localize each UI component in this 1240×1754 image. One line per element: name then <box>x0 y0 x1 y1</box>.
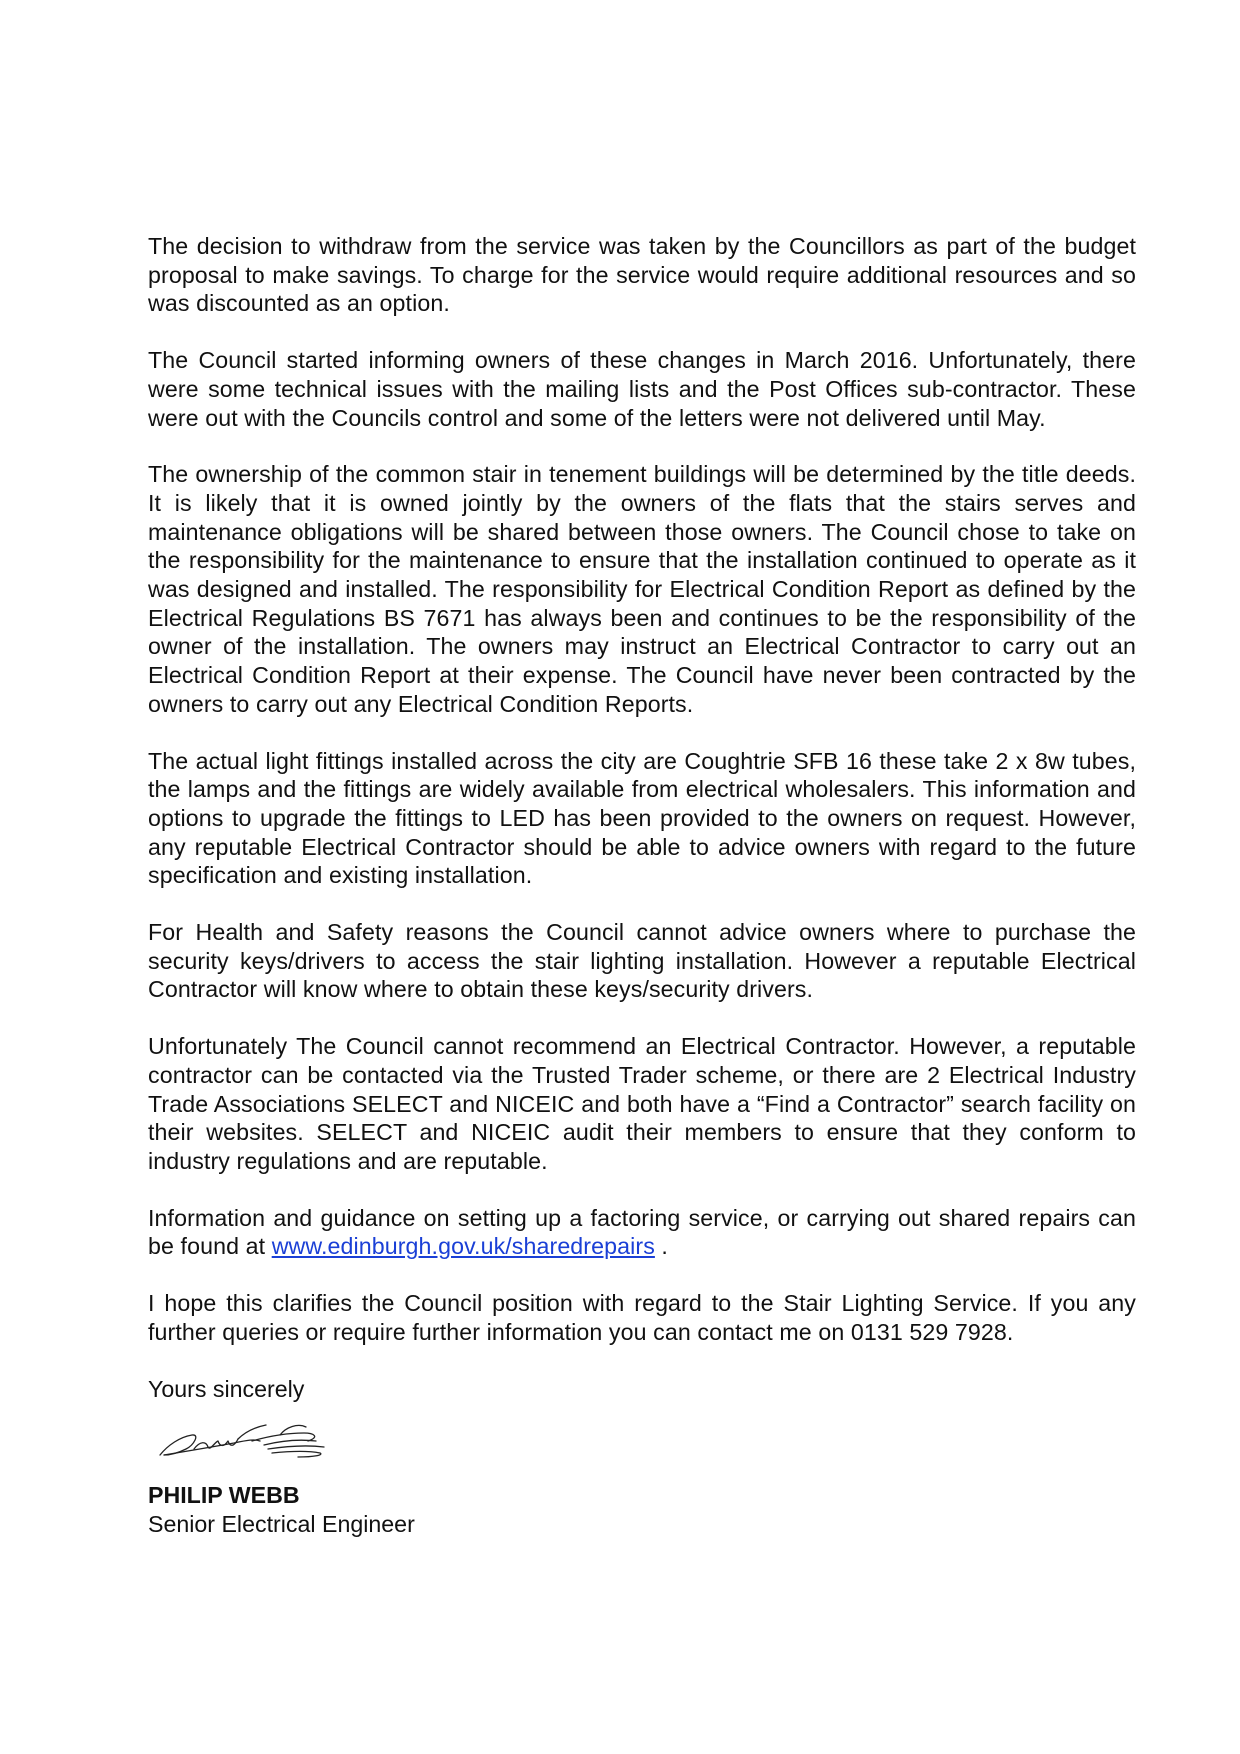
signatory-name: PHILIP WEBB <box>148 1482 300 1509</box>
guidance-text-end: . <box>654 1233 668 1260</box>
shared-repairs-link[interactable]: www.edinburgh.gov.uk/sharedrepairs <box>271 1233 655 1260</box>
paragraph-light-fittings: The actual light fittings installed across the city are Coughtrie SFB 16 these take 2 x 8w tubes, the lamps and the fittings are widely available from electrical wholesalers. This information and options to upgrade the fittings to LED has been provided to the owners on request. However, any reputable Electrical Contractor should be able to advice owners with regard to the future specification and existing installation. <box>148 747 1136 889</box>
closing-salutation: Yours sincerely <box>148 1375 305 1402</box>
paragraph-guidance <box>148 1204 1136 1261</box>
paragraph-contractor-recommendation: Unfortunately The Council cannot recommend an Electrical Contractor. However, a reputable contractor can be contacted via the Trusted Trader scheme, or there are 2 Electrical Industry Trade Associations SELECT and NICEIC and both have a “Find a Contractor” search facility on their websites. SELECT and NICEIC audit their members to ensure that they conform to industry regulations and are reputable. <box>148 1033 1136 1174</box>
paragraph-health-safety: For Health and Safety reasons the Council cannot advice owners where to purchase the security keys/drivers to access the stair lighting installation. However a reputable Electrical Contractor will know where to obtain these keys/security drivers. <box>148 919 1136 1003</box>
paragraph-withdrawal-decision: The decision to withdraw from the service was taken by the Councillors as part of the budget proposal to make savings. To charge for the service would require additional resources and so was discounted as an option. <box>148 233 1136 317</box>
signatory-title: Senior Electrical Engineer <box>148 1510 415 1537</box>
guidance-text: Information and guidance on setting up a factoring service, or carrying out shared repairs can be found at <box>148 1204 1136 1260</box>
letter-body <box>148 232 1136 1539</box>
paragraph-contact: I hope this clarifies the Council position with regard to the Stair Lighting Service. If you any further queries or require further information you can contact me on 0131 529 7928. <box>148 1290 1136 1345</box>
signature-image <box>148 1419 348 1465</box>
paragraph-informing-owners: The Council started informing owners of these changes in March 2016. Unfortunately, there were some technical issues with the mailing lists and the Post Offices sub-contractor. These were out with the Councils control and some of the letters were not delivered until May. <box>148 347 1136 431</box>
paragraph-ownership: The ownership of the common stair in tenement buildings will be determined by the title deeds. It is likely that it is owned jointly by the owners of the flats that the stairs serves and maintenance obligations will be shared between those owners. The Council chose to take on the responsibility for the maintenance to ensure that the installation continued to operate as it was designed and installed. The responsibility for Electrical Condition Report as defined by the Electrical Regulations BS 7671 has always been and continues to be the responsibility of the owner of the installation. The owners may instruct an Electrical Contractor to carry out an Electrical Condition Report at their expense. The Council have never been contracted by the owners to carry out any Electrical Condition Reports. <box>148 461 1136 717</box>
